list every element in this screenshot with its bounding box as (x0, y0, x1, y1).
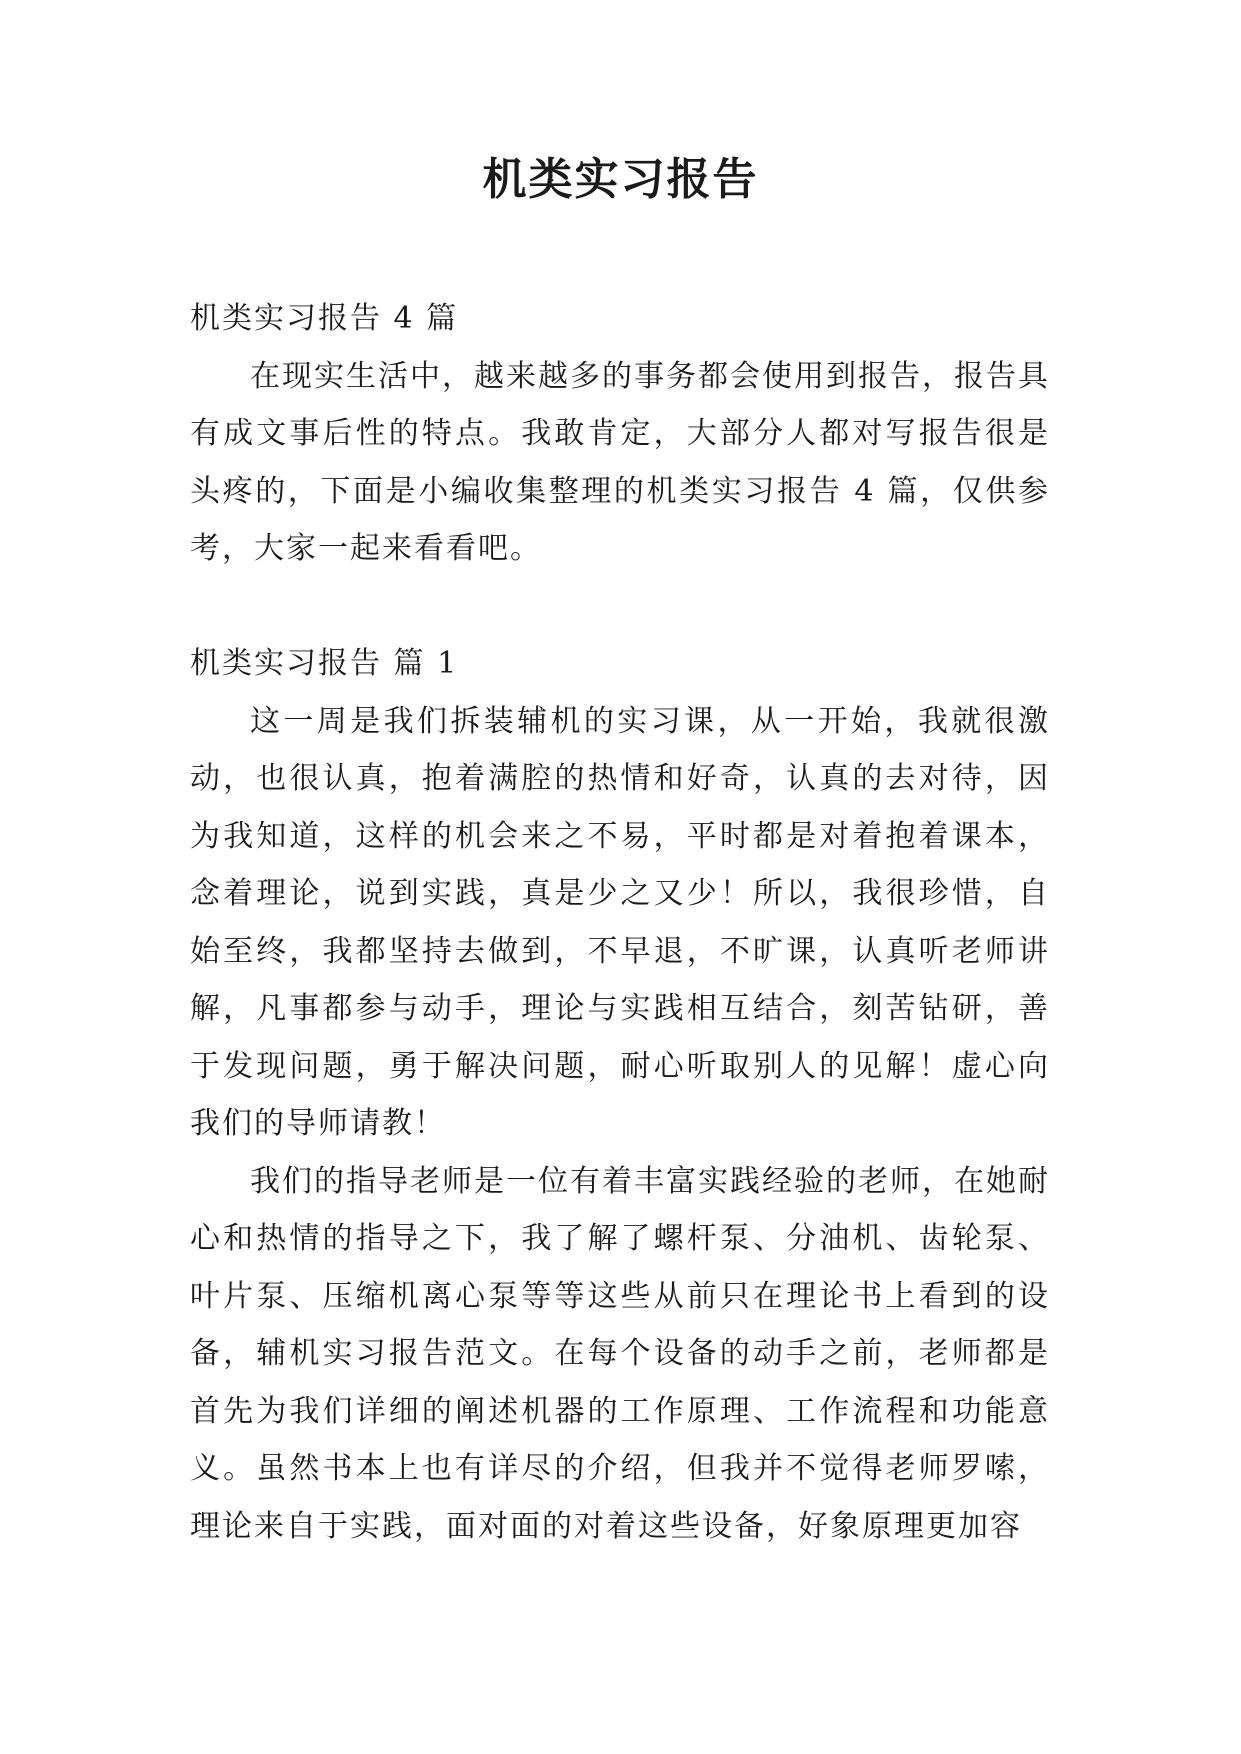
section-paragraph: 我们的指导老师是一位有着丰富实践经验的老师，在她耐心和热情的指导之下，我了解了螺杆泵、分油机、齿轮泵、叶片泵、压缩机离心泵等等这些从前只在理论书上看到的设备，辅机实习报告范文。在每个设备的动手之前，老师都是首先为我们详细的阐述机器的工作原理、工作流程和功能意义。虽然书本上也有详尽的介绍，但我并不觉得老师罗嗦，理论来自于实践，面对面的对着这些设备，好象原理更加容 (190, 1163, 1050, 1544)
document-body (190, 290, 1050, 1555)
document-subtitle: 机类实习报告 4 篇 (190, 301, 459, 336)
section-paragraph: 这一周是我们拆装辅机的实习课，从一开始，我就很激动，也很认真，抱着满腔的热情和好奇，认真的去对待，因为我知道，这样的机会来之不易，平时都是对着抱着课本，念着理论，说到实践，真是少之又少！所以，我很珍惜，自始至终，我都坚持去做到，不早退，不旷课，认真听老师讲解，凡事都参与动手，理论与实践相互结合，刻苦钻研，善于发现问题，勇于解决问题，耐心听取别人的见解！虚心向我们的导师请教！ (190, 703, 1050, 1141)
intro-paragraph: 在现实生活中，越来越多的事务都会使用到报告，报告具有成文事后性的特点。我敢肯定，大部分人都对写报告很是头疼的，下面是小编收集整理的机类实习报告 4 篇，仅供参考，大家一起来看看吧。 (190, 358, 1050, 566)
section-heading: 机类实习报告 篇 1 (190, 646, 459, 681)
document-title: 机类实习报告 (482, 154, 759, 205)
